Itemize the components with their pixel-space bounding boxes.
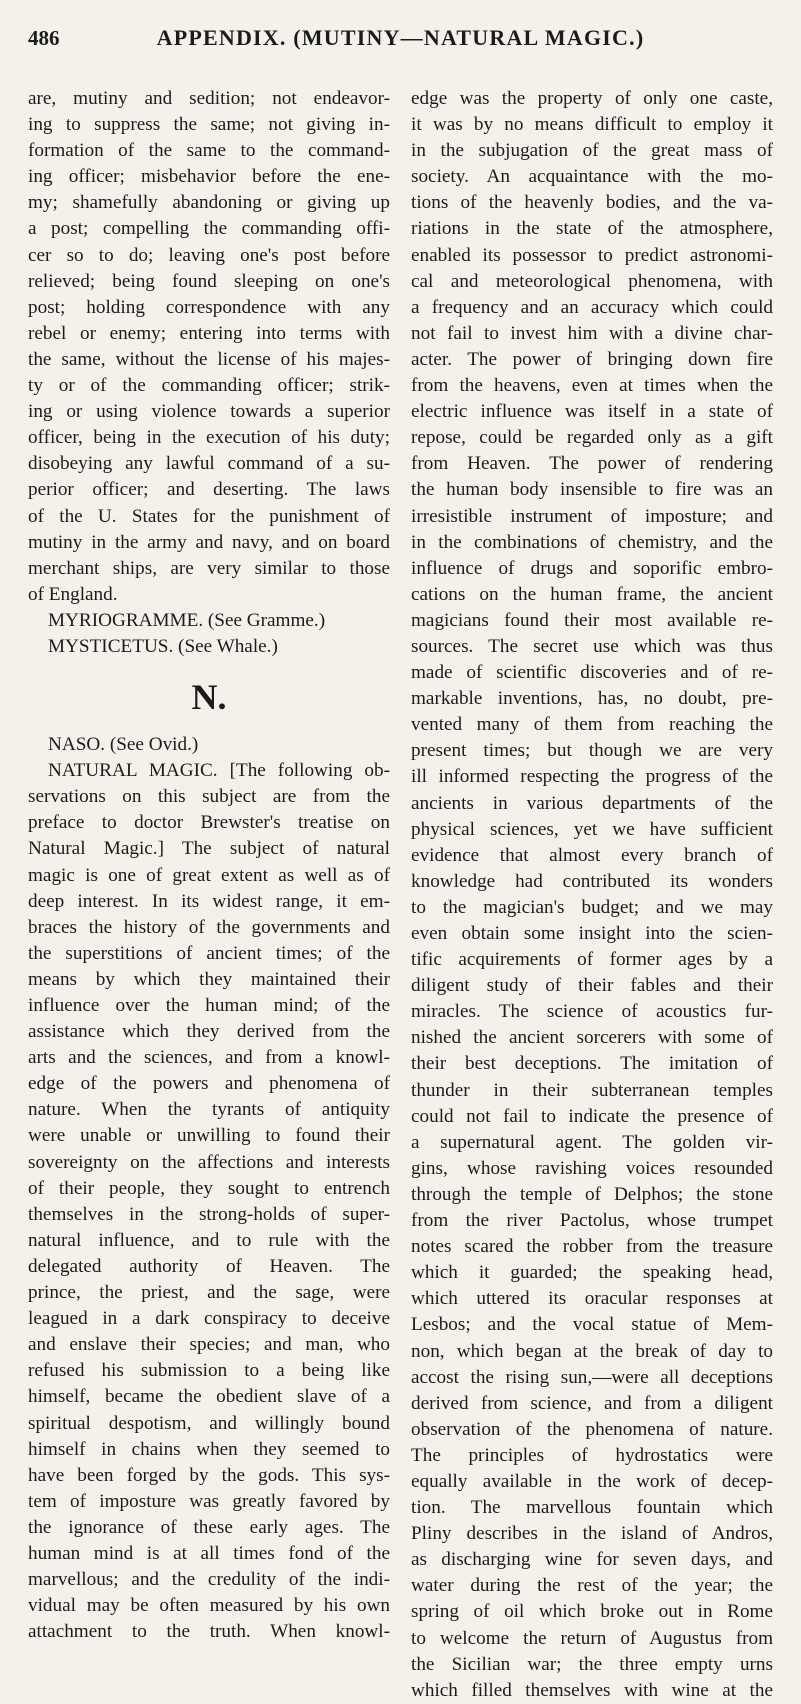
text-line: through the temple of Delphos; the stone [411, 1183, 773, 1205]
text-line: evidence that almost every branch of [411, 844, 773, 866]
text-line: relieved; being found sleeping on one's [28, 270, 390, 292]
text-line: rebel or enemy; entering into terms with [28, 322, 390, 344]
text-line: human mind is at all times fond of the [28, 1542, 390, 1564]
text-line: vidual may be often measured by his own [28, 1595, 390, 1617]
text-line: cations on the human frame, the ancient [411, 583, 773, 605]
text-line: present times; but though we are very [411, 740, 773, 762]
text-line: riations in the state of the atmosphere, [411, 218, 773, 240]
text-line: MYSTICETUS. (See Whale.) [48, 635, 278, 657]
text-line: in the subjugation of the great mass of [411, 140, 773, 162]
text-line: ing officer; misbehavior before the ene- [28, 166, 390, 188]
text-line: could not fail to indicate the presence of [411, 1105, 773, 1127]
text-line: arts and the sciences, and from a knowl- [28, 1047, 390, 1069]
text-line: gins, whose ravishing voices resounded [411, 1157, 773, 1179]
page-header [28, 18, 773, 58]
text-line: sources. The secret use which was thus [411, 635, 773, 657]
text-line: equally available in the work of decep- [411, 1470, 773, 1492]
text-line: nished the ancient sorcerers with some of [411, 1027, 773, 1049]
text-line: a supernatural agent. The golden vir- [411, 1131, 773, 1153]
text-line: leagued in a dark conspiracy to deceive [28, 1308, 390, 1330]
text-line: not fail to invest him with a divine char- [411, 322, 773, 344]
left-column [28, 86, 390, 1704]
text-line: natural influence, and to rule with the [28, 1229, 390, 1251]
text-line: vented many of them from reaching the [411, 714, 773, 736]
text-line: their best deceptions. The imitation of [411, 1053, 773, 1075]
text-line: formation of the same to the command- [28, 140, 390, 162]
text-line: as discharging wine for seven days, and [411, 1549, 773, 1571]
text-line: marvellous; and the credulity of the indi- [28, 1569, 390, 1591]
text-line: officer, being in the execution of his duty; [28, 427, 390, 449]
right-column [411, 86, 773, 1704]
text-line: have been forged by the gods. This sys- [28, 1464, 390, 1486]
text-line: himself in chains when they seemed to [28, 1438, 390, 1460]
text-line: cer so to do; leaving one's post before [28, 244, 390, 266]
text-line: edge of the powers and phenomena of [28, 1073, 390, 1095]
text-line: my; shamefully abandoning or giving up [28, 192, 390, 214]
text-line: spiritual despotism, and willingly bound [28, 1412, 390, 1434]
text-line: ill informed respecting the progress of the [411, 766, 773, 788]
text-line: observation of the phenomena of nature. [411, 1418, 773, 1440]
text-line: to welcome the return of Augustus from [411, 1627, 773, 1649]
text-line: to the magician's budget; and we may [411, 896, 773, 918]
text-line: influence of drugs and soporific embro- [411, 557, 773, 579]
text-line: delegated authority of Heaven. The [28, 1255, 390, 1277]
text-line: merchant ships, are very similar to those [28, 557, 390, 579]
text-line: the ignorance of these early ages. The [28, 1516, 390, 1538]
text-line: of their people, they sought to entrench [28, 1177, 390, 1199]
text-line: mutiny in the army and navy, and on board [28, 531, 390, 553]
text-line: the same, without the license of his majes- [28, 348, 390, 370]
text-line: ty or of the commanding officer; strik- [28, 375, 390, 397]
text-line: preface to doctor Brewster's treatise on [28, 812, 390, 834]
text-line: society. An acquaintance with the mo- [411, 166, 773, 188]
text-line: water during the rest of the year; the [411, 1575, 773, 1597]
text-line: which filled themselves with wine at the [411, 1679, 773, 1701]
text-line: from the heavens, even at times when the [411, 375, 773, 397]
text-line: markable inventions, has, no doubt, pre- [411, 688, 773, 710]
text-line: a post; compelling the commanding offi- [28, 218, 390, 240]
text-line: ancients in various departments of the [411, 792, 773, 814]
text-line: from the river Pactolus, whose trumpet [411, 1210, 773, 1232]
text-line: thunder in their subterranean temples [411, 1079, 773, 1101]
text-line: physical sciences, yet we have sufficient [411, 818, 773, 840]
text-line: NATURAL MAGIC. [The following ob- [48, 760, 390, 782]
text-line: braces the history of the governments and [28, 916, 390, 938]
text-line: of the U. States for the punishment of [28, 505, 390, 527]
text-line: of England. [28, 583, 118, 605]
text-line: enabled its possessor to predict astronomi- [411, 244, 773, 266]
text-line: means by which they maintained their [28, 968, 390, 990]
text-line: the superstitions of ancient times; of the [28, 942, 390, 964]
text-line: edge was the property of only one caste, [411, 88, 773, 109]
text-line: which it guarded; the speaking head, [411, 1262, 773, 1284]
text-line: electric influence was itself in a state of [411, 401, 773, 423]
text-line: which uttered its oracular responses at [411, 1288, 773, 1310]
text-line: repose, could be regarded only as a gift [411, 427, 773, 449]
text-line: tific acquirements of former ages by a [411, 949, 773, 971]
text-line: made of scientific discoveries and of re- [411, 662, 773, 684]
text-line: MYRIOGRAMME. (See Gramme.) [48, 609, 326, 631]
text-line: sovereignty on the affections and interests [28, 1151, 390, 1173]
text-line: the human body insensible to fire was an [411, 479, 773, 501]
text-line: himself, became the obedient slave of a [28, 1386, 390, 1408]
text-line: ing to suppress the same; not giving in- [28, 114, 390, 136]
text-line: attachment to the truth. When knowl- [28, 1621, 390, 1643]
text-line: Pliny describes in the island of Andros, [411, 1523, 773, 1545]
text-line: servations on this subject are from the [28, 786, 390, 808]
text-line: tions of the heavenly bodies, and the va- [411, 192, 773, 214]
text-line: tion. The marvellous fountain which [411, 1497, 773, 1519]
text-line: tem of imposture was greatly favored by [28, 1490, 390, 1512]
text-line: prince, the priest, and the sage, were [28, 1282, 390, 1304]
text-line: were unable or unwilling to found their [28, 1125, 390, 1147]
text-line: spring of oil which broke out in Rome [411, 1601, 773, 1623]
text-line: deep interest. In its widest range, it em- [28, 890, 390, 912]
text-line: The principles of hydrostatics were [411, 1444, 773, 1466]
text-line: knowledge had contributed its wonders [411, 870, 773, 892]
text-line: assistance which they derived from the [28, 1021, 390, 1043]
text-line: magicians found their most available re- [411, 609, 773, 631]
page-number: 486 [28, 25, 60, 50]
text-line: NASO. (See Ovid.) [48, 734, 199, 756]
text-line: acter. The power of bringing down fire [411, 348, 773, 370]
text-line: a frequency and an accuracy which could [411, 296, 773, 318]
text-line: are, mutiny and sedition; not endeavor- [28, 88, 390, 109]
section-letter: N. [191, 677, 227, 718]
text-line: magic is one of great extent as well as of [28, 864, 390, 886]
text-line: influence over the human mind; of the [28, 995, 390, 1016]
text-line: refused his submission to a being like [28, 1360, 390, 1382]
text-line: it was by no means difficult to employ it [411, 114, 773, 136]
text-line: disobeying any lawful command of a su- [28, 453, 390, 475]
text-columns [28, 86, 773, 1704]
text-line: from Heaven. The power of rendering [411, 453, 773, 475]
running-head: APPENDIX. (MUTINY—NATURAL MAGIC.) [156, 25, 645, 50]
text-line: non, which began at the break of day to [411, 1340, 773, 1362]
text-line: Natural Magic.] The subject of natural [28, 838, 390, 860]
text-line: miracles. The science of acoustics fur- [411, 1001, 773, 1023]
text-line: post; holding correspondence with any [28, 296, 390, 318]
text-line: in the combinations of chemistry, and the [411, 531, 773, 553]
text-line: ing or using violence towards a superior [28, 401, 390, 423]
text-line: even obtain some insight into the scien- [411, 923, 773, 944]
text-line: notes scared the robber from the treasure [411, 1236, 773, 1258]
text-line: diligent study of their fables and their [411, 975, 773, 997]
text-line: cal and meteorological phenomena, with [411, 270, 773, 292]
text-line: accost the rising sun,—were all deceptions [411, 1366, 773, 1388]
text-line: nature. When the tyrants of antiquity [28, 1099, 390, 1121]
text-line: the Sicilian war; the three empty urns [411, 1653, 773, 1675]
text-line: perior officer; and deserting. The laws [28, 479, 390, 501]
text-line: irresistible instrument of imposture; and [411, 505, 773, 527]
text-line: and enslave their species; and man, who [28, 1334, 390, 1356]
text-line: Lesbos; and the vocal statue of Mem- [411, 1314, 773, 1336]
text-line: derived from science, and from a diligent [411, 1392, 773, 1414]
text-line: themselves in the strong-holds of super- [28, 1203, 390, 1225]
